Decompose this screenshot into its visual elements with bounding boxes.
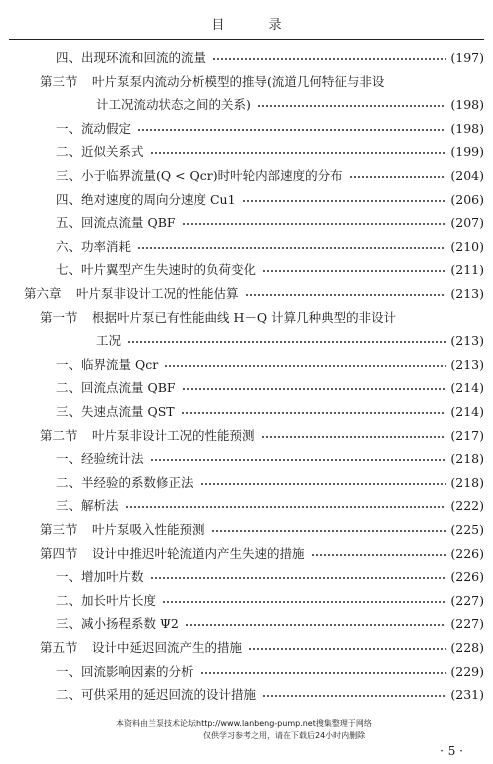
toc-page-number: (228)	[450, 640, 484, 655]
leader-dots	[212, 57, 446, 61]
toc-entry[interactable]	[0, 447, 493, 471]
toc-page-number: (207)	[450, 215, 484, 231]
toc-page-number: (222)	[450, 498, 484, 514]
toc-entry[interactable]	[0, 471, 493, 495]
leader-dots	[257, 104, 446, 108]
toc-entry-label: 二、回流点流量 QBF	[56, 380, 176, 396]
leader-dots	[200, 482, 446, 486]
toc-page-number: (213)	[450, 286, 484, 301]
toc-entry-text	[96, 93, 253, 117]
toc-entry-text	[56, 117, 133, 141]
toc-entry[interactable]	[0, 329, 493, 353]
toc-entry-text	[40, 542, 307, 566]
toc-entry[interactable]	[0, 93, 493, 117]
toc-entry-label: 计工况流动状态之间的关系)	[96, 97, 251, 113]
toc-page-number: (214)	[450, 380, 484, 396]
toc-page-number: (198)	[450, 120, 484, 136]
toc-entry[interactable]	[0, 376, 493, 400]
toc-entry[interactable]	[0, 542, 493, 566]
toc-entry-label: 二、加长叶片长度	[56, 592, 157, 608]
toc-page-number: (199)	[450, 144, 484, 160]
toc-entry-label: 七、叶片翼型产生失速时的负荷变化	[56, 262, 257, 278]
toc-page-number: (218)	[450, 474, 484, 490]
leader-dots	[164, 364, 446, 368]
toc-entry[interactable]	[0, 46, 493, 70]
leader-dots	[200, 671, 446, 675]
toc-entry-text	[56, 447, 146, 471]
toc-entry-label: 二、近似关系式	[56, 144, 144, 160]
footer-line-2: 仅供学习参考之用，请在下载后24小时内删除	[203, 731, 366, 740]
toc-entry[interactable]	[0, 258, 493, 282]
leader-dots	[262, 694, 446, 698]
toc-entry-text	[56, 46, 208, 70]
toc-entry[interactable]	[0, 282, 493, 306]
leader-dots	[211, 529, 446, 533]
toc-entry-label: 三、小于临界流量(Q < Qcr)时叶轮内部速度的分布	[56, 168, 343, 183]
toc-entry-label: 六、功率消耗	[56, 238, 132, 254]
toc-entry-text	[56, 683, 258, 707]
leader-dots	[248, 647, 446, 651]
toc-page-number: (227)	[450, 616, 484, 632]
toc-entry[interactable]	[0, 235, 493, 259]
toc-entry-number: 第一节	[40, 309, 78, 325]
toc-entry-label: 叶片泵非设计工况的性能预测	[92, 427, 255, 443]
toc-page-number: (226)	[450, 545, 484, 561]
toc-page-number: (214)	[450, 404, 484, 419]
toc-entry[interactable]	[0, 660, 493, 684]
toc-entry-number: 第二节	[40, 427, 78, 443]
toc-entry[interactable]	[0, 306, 493, 330]
toc-entry[interactable]	[0, 424, 493, 448]
leader-dots	[242, 199, 446, 203]
toc-entry-text	[96, 329, 123, 353]
toc-entry-label: 四、出现环流和回流的流量	[56, 50, 207, 65]
toc-entry-label: 一、增加叶片数	[56, 569, 144, 585]
toc-entry-text	[56, 140, 146, 164]
toc-entry-text	[56, 376, 178, 400]
toc-entry-label: 五、回流点流量 QBF	[56, 215, 176, 231]
toc-entry-text	[56, 565, 146, 589]
toc-page-number: (211)	[450, 262, 484, 278]
toc-entry-number: 第三节	[40, 73, 78, 89]
toc-page-number: (218)	[450, 451, 484, 467]
toc-entry[interactable]	[0, 188, 493, 212]
leader-dots	[150, 458, 446, 462]
leader-dots	[182, 387, 446, 391]
toc-entry-label: 二、可供采用的延迟回流的设计措施	[56, 687, 257, 703]
toc-entry[interactable]	[0, 117, 493, 141]
leader-dots	[162, 600, 446, 604]
toc-entry-text	[56, 211, 178, 235]
toc-entry-text	[56, 660, 196, 684]
toc-page-number: (210)	[450, 238, 484, 254]
toc-entry-label: 三、减小扬程系数 Ψ2	[56, 616, 179, 632]
toc-entry[interactable]	[0, 70, 493, 94]
toc-entry-text	[24, 282, 241, 306]
leader-dots	[349, 175, 446, 179]
toc-entry-label: 三、失速点流量 QST	[56, 404, 175, 419]
toc-entry-text	[56, 400, 177, 424]
leader-dots	[262, 269, 446, 273]
toc-entry[interactable]	[0, 211, 493, 235]
toc-entry-label: 一、经验统计法	[56, 451, 144, 467]
leader-dots	[150, 576, 446, 580]
toc-entry[interactable]	[0, 518, 493, 542]
page-header-title: 目 录	[211, 18, 302, 33]
toc-entry[interactable]	[0, 353, 493, 377]
leader-dots	[127, 340, 446, 344]
toc-page-number: (198)	[450, 97, 484, 113]
toc-entry-text	[56, 471, 196, 495]
toc-entry-number: 第四节	[40, 545, 78, 561]
toc-entry-label: 设计中延迟回流产生的措施	[92, 640, 243, 655]
toc-entry-label: 叶片泵非设计工况的性能估算	[76, 286, 239, 301]
page-number: · 5 ·	[440, 744, 463, 758]
toc-entry-text	[56, 188, 238, 212]
leader-dots	[181, 411, 446, 415]
toc-entry-label: 一、临界流量 Qcr	[56, 356, 159, 372]
toc-entry-label: 三、解析法	[56, 498, 119, 514]
leader-dots	[182, 222, 446, 226]
toc-entry-text	[56, 258, 258, 282]
footer-line-1: 本资料由兰泵技术论坛http://www.lanbeng-pump.net搜集整理于网络	[116, 719, 372, 728]
toc-entry-text	[40, 70, 386, 94]
toc-page-number: (227)	[450, 592, 484, 608]
toc-entry-text	[56, 353, 160, 377]
toc-entry-text	[56, 494, 121, 518]
toc-entry[interactable]	[0, 400, 493, 424]
toc-entry[interactable]	[0, 164, 493, 188]
leader-dots	[137, 128, 446, 132]
toc-entry-text	[40, 306, 398, 330]
toc-entry-label: 一、回流影响因素的分析	[56, 663, 194, 679]
toc-entry[interactable]	[0, 683, 493, 707]
leader-dots	[125, 505, 446, 509]
toc-entry-label: 设计中推迟叶轮流道内产生失速的措施	[92, 545, 305, 561]
toc-entry-text	[56, 612, 181, 636]
toc-page-number: (197)	[450, 50, 484, 65]
toc-entry-label: 叶片泵吸入性能预测	[92, 522, 205, 537]
toc-page-number: (217)	[450, 427, 484, 443]
toc-entry-number: 第三节	[40, 522, 78, 537]
toc-entry-text	[56, 589, 158, 613]
toc-entry-text	[40, 518, 207, 542]
toc-page-number: (226)	[450, 569, 484, 585]
toc-entry[interactable]	[0, 494, 493, 518]
toc-entry-label: 叶片泵泵内流动分析模型的推导(流道几何特征与非设	[92, 73, 385, 89]
leader-dots	[245, 293, 446, 297]
toc-entry[interactable]	[0, 612, 493, 636]
header-rule	[9, 39, 484, 40]
toc-entry-number: 第六章	[24, 286, 62, 301]
toc-entry-label: 根据叶片泵已有性能曲线 H－Q 计算几种典型的非设计	[92, 309, 397, 325]
toc-entry-text	[40, 424, 257, 448]
toc-entry[interactable]	[0, 589, 493, 613]
toc-entry-text	[56, 235, 133, 259]
toc-entry[interactable]	[0, 140, 493, 164]
toc-page-number: (206)	[450, 191, 484, 207]
toc-page-number: (229)	[450, 663, 484, 679]
toc-entry-text	[40, 636, 244, 660]
toc-entry-label: 工况	[96, 333, 122, 349]
toc-entry-label: 四、绝对速度的周向分速度 Cu1	[56, 191, 236, 207]
toc-entry-text	[56, 164, 345, 188]
toc-page-number: (204)	[450, 168, 484, 183]
toc-page-number: (231)	[450, 687, 484, 703]
leader-dots	[185, 623, 446, 627]
leader-dots	[261, 435, 446, 439]
toc-entry-label: 二、半经验的系数修正法	[56, 474, 194, 490]
toc-entry-label: 一、流动假定	[56, 120, 132, 136]
leader-dots	[137, 246, 446, 250]
toc-entry[interactable]	[0, 565, 493, 589]
toc-page-number: (225)	[450, 522, 484, 537]
leader-dots	[150, 151, 446, 155]
toc-entry[interactable]	[0, 636, 493, 660]
toc-page-number: (213)	[450, 356, 484, 372]
leader-dots	[311, 553, 446, 557]
toc-page-number: (213)	[450, 333, 484, 349]
toc-entry-number: 第五节	[40, 640, 78, 655]
